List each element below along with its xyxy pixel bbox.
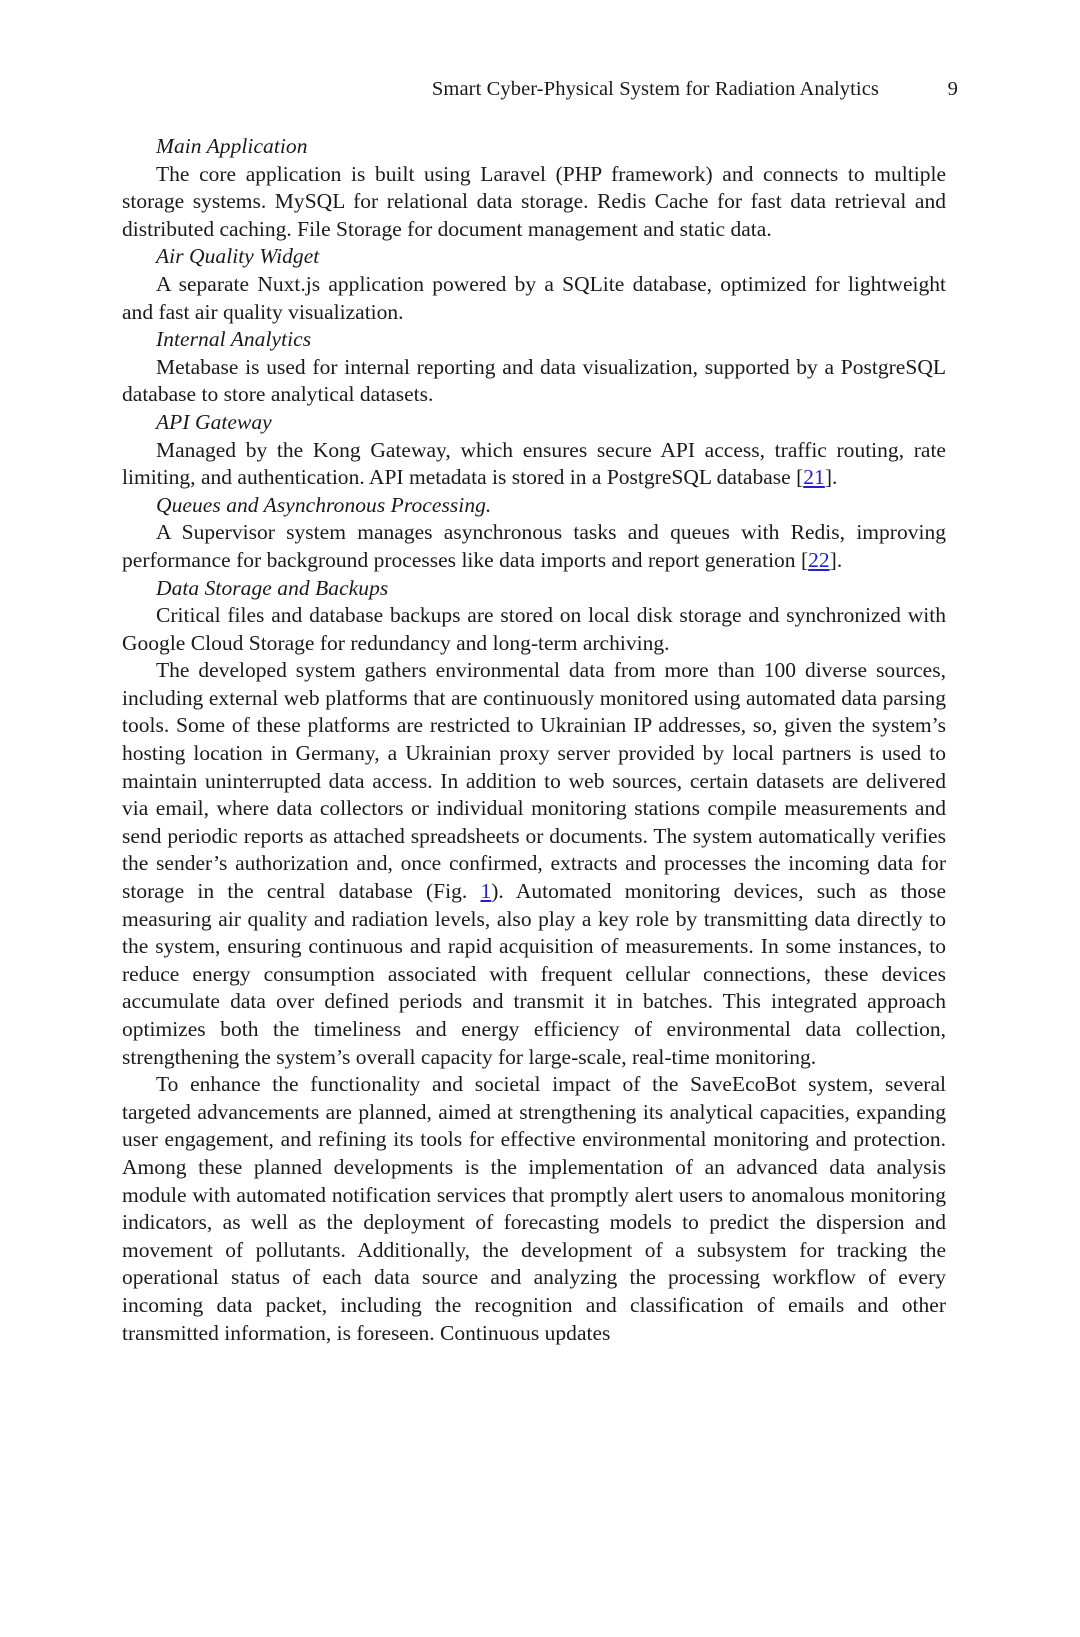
- paragraph-api-gateway-tail: ].: [824, 465, 838, 490]
- paragraph-data-sources: [122, 657, 946, 1071]
- subsection-heading-queues: Queues and Asynchronous Processing.: [156, 492, 492, 517]
- paragraph-air-quality-widget: A separate Nuxt.js application powered by a SQLite database, optimized for lightweight and fast air quality visualization.: [122, 271, 946, 324]
- paragraph-future-work: To enhance the functionality and societal impact of the SaveEcoBot system, several targeted advancements are planned, aimed at strengthening its analytical capacities, expanding user engagement, and refining its tools for effective environmental monitoring and protection. Among these planned developments is the implementation of an advanced data analysis module with automated notification services that promptly alert users to anomalous monitoring indicators, as well as the deployment of forecasting models to predict the dispersion and movement of pollutants. Additionally, the development of a subsystem for tracking the operational status of each data source and analyzing the processing workflow of every incoming data packet, including the recognition and classification of emails and other transmitted information, is foreseen. Continuous updates: [122, 1072, 946, 1345]
- paragraph-queues-text: A Supervisor system manages asynchronous tasks and queues with Redis, improving performance for background processes like data imports and report generation [: [122, 520, 946, 572]
- paragraph-api-gateway-text: Managed by the Kong Gateway, which ensures secure API access, traffic routing, rate limiting, and authentication. API metadata is stored in a PostgreSQL database [: [122, 437, 946, 490]
- figure-reference-link[interactable]: 1: [480, 879, 492, 904]
- subsection-heading-air-quality-widget: Air Quality Widget: [156, 244, 320, 269]
- subsection-heading-api-gateway: API Gateway: [156, 409, 272, 434]
- running-header-title: Smart Cyber-Physical System for Radiation Analytics: [431, 78, 879, 100]
- running-header: [122, 78, 958, 101]
- paragraph-data-storage-backups: Critical files and database backups are stored on local disk storage and synchronized with Google Cloud Storage for redundancy and long-term archiving.: [122, 603, 946, 655]
- citation-link-22[interactable]: 22: [808, 547, 830, 572]
- paragraph-data-sources-part1: The developed system gathers environmental data from more than 100 diverse sources, including external web platforms that are continuously monitored using automated data parsing tools. Some of these platforms are restricted to Ukrainian IP addresses, so, given the system’s hosting location in Germany, a Ukrainian proxy server provided by local partners is used to maintain uninterrupted data access. In addition to web sources, certain datasets are delivered via email, where data collectors or individual monitoring stations compile measurements and send periodic reports as attached spreadsheets or documents. The system automatically verifies the sender’s authorization and, once confirmed, extracts and processes the incoming data for storage in the central database (Fig.: [122, 658, 946, 904]
- paragraph-main-application: The core application is built using Laravel (PHP framework) and connects to multiple storage systems. MySQL for relational data storage. Redis Cache for fast data retrieval and distributed caching. File Storage for document management and static data.: [122, 161, 946, 241]
- paragraph-data-sources-part2: ). Automated monitoring devices, such as those measuring air quality and radiation levels, also play a key role by transmitting data directly to the system, ensuring continuous and rapid acquisition of measurements. In some instances, to reduce energy consumption associated with frequent cellular connections, these devices accumulate data over defined periods and transmit it in batches. This integrated approach optimizes both the timeliness and energy efficiency of environmental data collection, strengthening the system’s overall capacity for large-scale, real-time monitoring.: [122, 879, 946, 1069]
- page-number: 9: [947, 78, 958, 100]
- citation-link-21[interactable]: 21: [803, 465, 825, 490]
- paragraph-internal-analytics: Metabase is used for internal reporting and data visualization, supported by a PostgreSQL database to store analytical datasets.: [122, 354, 946, 407]
- subsection-heading-main-application: Main Application: [156, 134, 308, 158]
- paragraph-queues-tail: ].: [829, 547, 843, 572]
- paragraph-queues: [122, 519, 946, 574]
- subsection-heading-internal-analytics: Internal Analytics: [156, 327, 312, 352]
- text-column: [122, 133, 946, 1347]
- paragraph-api-gateway: [122, 437, 946, 492]
- subsection-heading-data-storage-backups: Data Storage and Backups: [156, 575, 389, 600]
